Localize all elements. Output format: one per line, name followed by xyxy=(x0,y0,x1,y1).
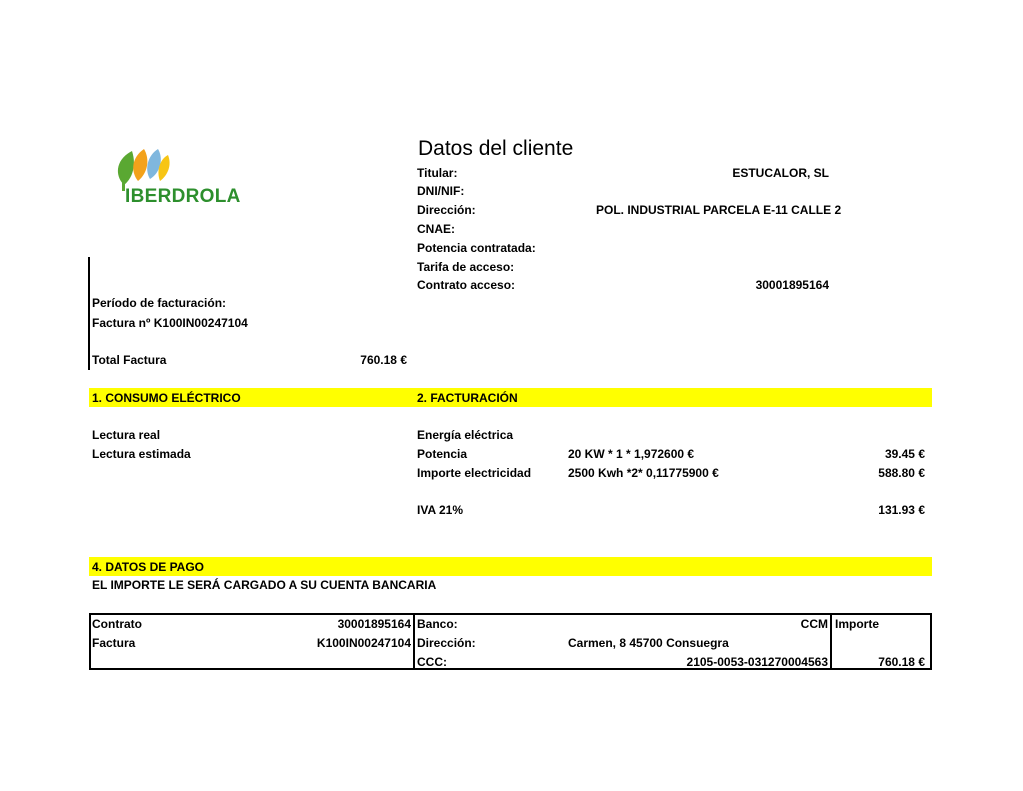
total-factura-value: 760.18 € xyxy=(360,353,407,367)
consumo-header: 1. CONSUMO ELÉCTRICO xyxy=(92,391,241,405)
section-bar-pago xyxy=(89,557,932,576)
client-section-title: Datos del cliente xyxy=(418,137,574,160)
leaf-green-icon xyxy=(118,151,134,185)
total-factura-label: Total Factura xyxy=(92,353,167,367)
titular-value: ESTUCALOR, SL xyxy=(732,166,829,180)
pago-header: 4. DATOS DE PAGO xyxy=(92,560,205,574)
pago-contrato-value: 30001895164 xyxy=(337,617,411,631)
dni-label: DNI/NIF: xyxy=(417,184,465,198)
importe-label: Importe xyxy=(835,617,880,631)
left-border-line xyxy=(88,257,90,370)
energia-label: Energía eléctrica xyxy=(417,428,514,442)
pago-direccion-value: Carmen, 8 45700 Consuegra xyxy=(568,636,729,650)
lectura-estimada: Lectura estimada xyxy=(92,447,191,461)
titular-label: Titular: xyxy=(417,166,458,180)
factura-number: Factura nº K100IN00247104 xyxy=(92,316,248,330)
pago-contrato-label: Contrato xyxy=(92,617,142,631)
contrato-acceso-value: 30001895164 xyxy=(755,278,829,292)
banco-label: Banco: xyxy=(417,617,458,631)
ccc-value: 2105-0053-031270004563 xyxy=(686,655,828,669)
potencia-amount: 39.45 € xyxy=(884,447,925,461)
importe-electricidad-amount: 588.80 € xyxy=(878,466,925,480)
ccc-label: CCC: xyxy=(417,655,447,669)
cnae-label: CNAE: xyxy=(417,222,455,236)
iva-amount: 131.93 € xyxy=(878,503,925,517)
importe-electricidad-label: Importe electricidad xyxy=(417,466,532,480)
lectura-real: Lectura real xyxy=(92,428,161,442)
direccion-label: Dirección: xyxy=(417,203,476,217)
logo-wordmark: IBERDROLA xyxy=(125,186,241,207)
leaf-orange-icon xyxy=(133,149,147,181)
iva-label: IVA 21% xyxy=(417,503,464,517)
pago-direccion-label: Dirección: xyxy=(417,636,476,650)
potencia-detail: 20 KW * 1 * 1,972600 € xyxy=(568,447,695,461)
importe-value: 760.18 € xyxy=(878,655,925,669)
pago-factura-value: K100IN00247104 xyxy=(316,636,411,650)
contrato-acceso-label: Contrato acceso: xyxy=(417,278,516,292)
payment-table-divider-2 xyxy=(830,613,832,670)
banco-value: CCM xyxy=(800,617,828,631)
periodo-label: Período de facturación: xyxy=(92,296,227,310)
importe-electricidad-detail: 2500 Kwh *2* 0,11775900 € xyxy=(568,466,719,480)
payment-table-divider-1 xyxy=(413,613,415,670)
pago-factura-label: Factura xyxy=(92,636,136,650)
facturacion-header: 2. FACTURACIÓN xyxy=(417,391,518,405)
tarifa-acceso-label: Tarifa de acceso: xyxy=(417,260,515,274)
potencia-contratada-label: Potencia contratada: xyxy=(417,241,536,255)
pago-notice: EL IMPORTE LE SERÁ CARGADO A SU CUENTA BANCARIA xyxy=(92,578,437,592)
direccion-value: POL. INDUSTRIAL PARCELA E-11 CALLE 2 xyxy=(596,203,842,217)
potencia-label: Potencia xyxy=(417,447,468,461)
